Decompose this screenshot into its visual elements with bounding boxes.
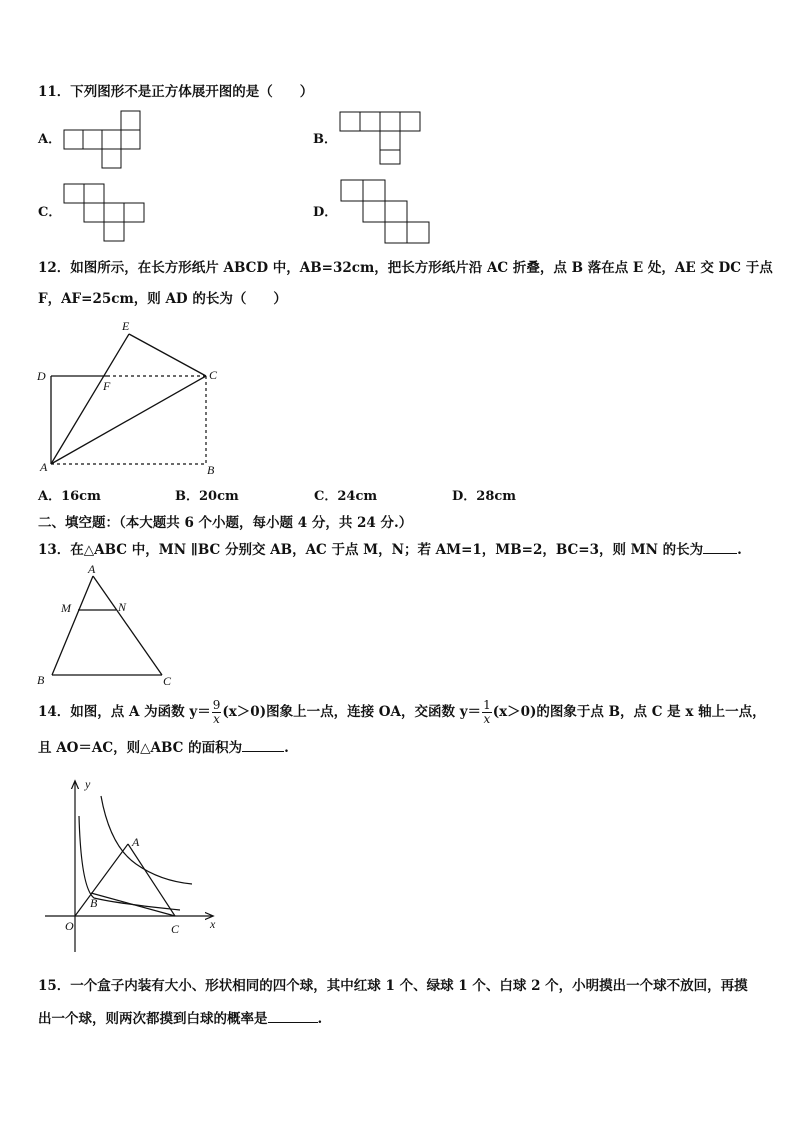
frac1-num: 9	[212, 698, 221, 712]
q14-stem-line2	[38, 737, 289, 758]
curve-y-9-over-x	[101, 796, 192, 884]
q14-line2-text: 且 AO＝AC，则△ABC 的面积为	[38, 740, 243, 756]
label-a: A	[40, 460, 48, 474]
q11-option-c-label: C．	[38, 205, 62, 220]
frac1-den: x	[213, 712, 220, 726]
label-b: B	[90, 896, 98, 910]
q11-net-c	[63, 183, 147, 243]
label-c: C	[163, 674, 172, 688]
q12-stem-line1: 12．如图所示，在长方形纸片 ABCD 中，AB=32cm，把长方形纸片沿 AC 折叠，点 B 落在点 E 处，AE 交 DC 于点	[38, 260, 773, 276]
q15-line2-text: 出一个球，则两次都摸到白球的概率是	[38, 1011, 268, 1027]
q12-option-d: D．28cm	[452, 489, 517, 504]
q12-option-a: A．16cm	[38, 489, 101, 504]
q11-net-d	[339, 178, 435, 246]
label-f: F	[103, 379, 111, 393]
label-x: x	[210, 917, 216, 931]
q12-option-b: B．20cm	[175, 489, 239, 504]
q14-text-part2: (x＞0)图象上一点，连接 OA，交函数 y＝	[222, 704, 482, 720]
q14-text-part3: (x＞0)的图象于点 B，点 C 是 x 轴上一点，	[492, 704, 766, 720]
label-d: D	[37, 369, 46, 383]
label-b: B	[37, 673, 45, 687]
q14-fraction-1-over-x	[482, 699, 492, 726]
q12-rectangle-fold-figure	[30, 316, 230, 480]
q13-answer-blank	[703, 539, 737, 554]
label-c: C	[209, 368, 218, 382]
q12-stem-line2: F，AF=25cm，则 AD 的长为（ ）	[38, 291, 287, 307]
segment-ec	[129, 334, 206, 376]
q15-line2-end: .	[317, 1011, 323, 1027]
q14-fraction-9-over-x	[212, 699, 222, 726]
segment-oa	[75, 844, 128, 916]
label-e: E	[122, 319, 130, 333]
q13-stem-end: .	[737, 542, 742, 558]
q14-stem-line1	[38, 699, 766, 726]
q13-stem	[38, 539, 742, 560]
label-o: O	[65, 919, 74, 933]
q11-option-d-label: D．	[313, 205, 338, 220]
label-c: C	[171, 922, 180, 936]
section-fill-in-title: 二、填空题：（本大题共 6 个小题，每小题 4 分，共 24 分.）	[38, 515, 413, 531]
q14-graph-figure	[40, 776, 230, 958]
q15-answer-blank	[268, 1008, 318, 1023]
q11-stem: 11．下列图形不是正方体展开图的是（ ）	[38, 84, 314, 100]
q11-net-a	[63, 108, 147, 170]
q13-stem-text: 13．在△ABC 中，MN ∥BC 分别交 AB，AC 于点 M，N；若 AM=1，MB=2，BC=3，则 MN 的长为	[38, 542, 704, 558]
segment-ae	[51, 334, 129, 464]
label-b: B	[207, 463, 215, 477]
q11-net-b	[339, 111, 423, 167]
q14-text-part1: 14．如图，点 A 为函数 y＝	[38, 704, 211, 720]
q12-option-c: C．24cm	[314, 489, 378, 504]
q13-triangle-figure	[34, 560, 184, 690]
q15-stem-line1: 15．一个盒子内装有大小、形状相同的四个球，其中红球 1 个、绿球 1 个、白球 2 个，小明摸出一个球不放回，再摸	[38, 978, 748, 994]
label-n: N	[118, 600, 127, 614]
label-m: M	[61, 601, 71, 615]
label-a: A	[132, 835, 140, 849]
frac2-den: x	[483, 712, 491, 726]
q11-option-b-label: B．	[313, 132, 337, 147]
q14-line2-end: .	[284, 740, 289, 756]
label-a: A	[88, 562, 96, 576]
segment-ac	[51, 376, 206, 464]
frac2-num: 1	[483, 698, 491, 712]
label-y: y	[85, 777, 91, 791]
q15-stem-line2	[38, 1008, 322, 1029]
q14-answer-blank	[242, 737, 284, 752]
q11-option-a-label: A．	[38, 132, 62, 147]
